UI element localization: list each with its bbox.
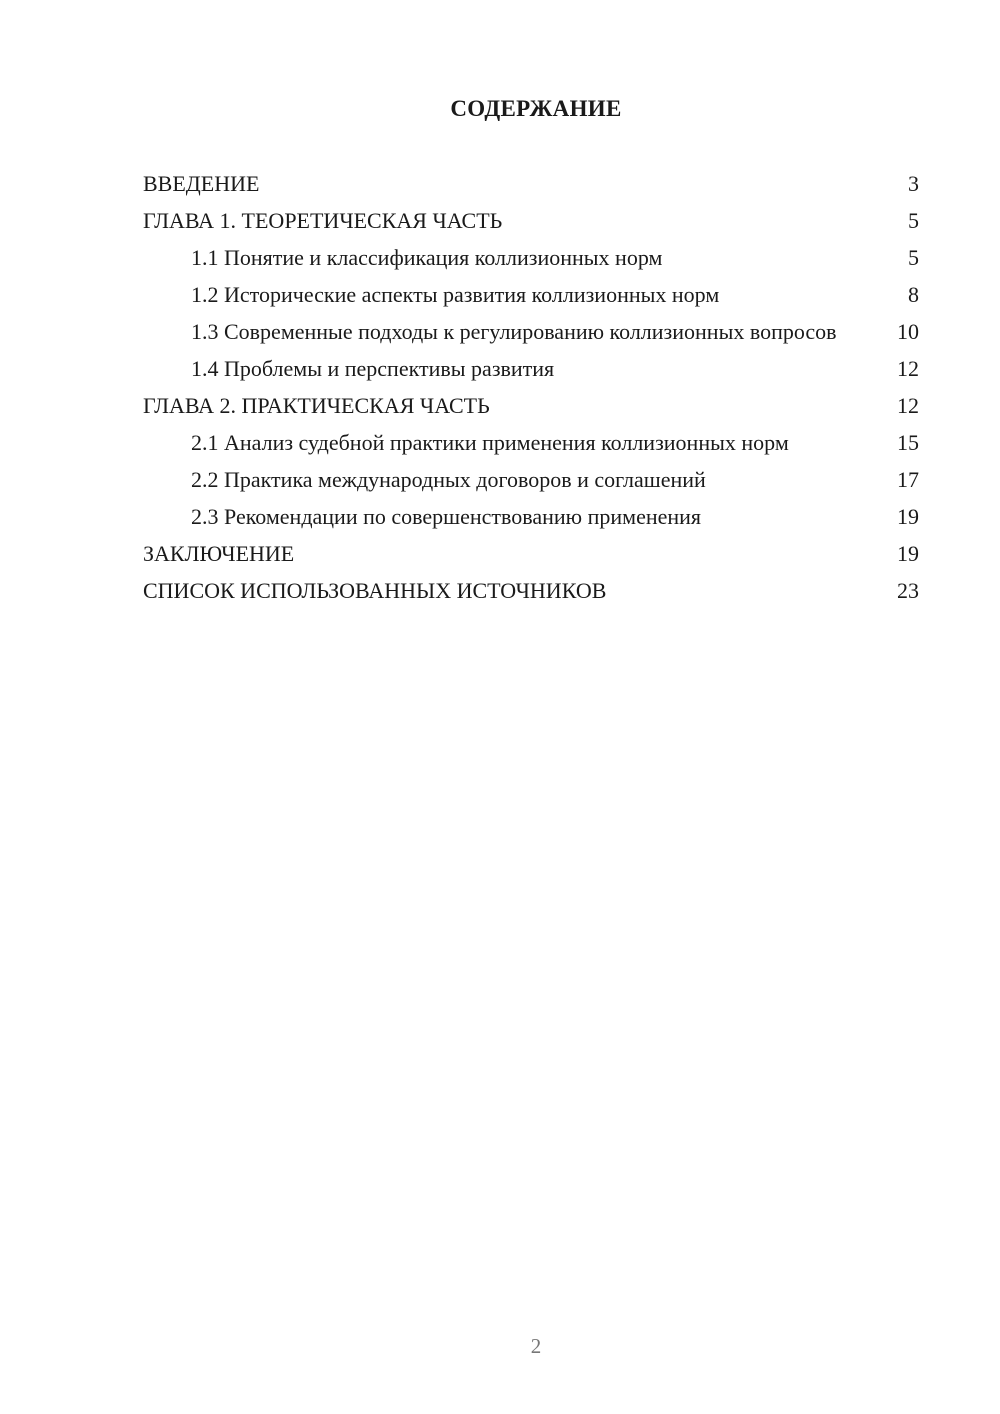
toc-entry-conclusion[interactable]: [143, 540, 919, 567]
toc-entry-label: ГЛАВА 1. ТЕОРЕТИЧЕСКАЯ ЧАСТЬ: [143, 208, 503, 233]
toc-entry-page: 8: [908, 282, 919, 307]
toc-entry-references[interactable]: [143, 577, 919, 604]
toc-entry-label: 2.1 Анализ судебной практики применения коллизионных норм: [191, 430, 789, 455]
toc-entry-page: 19: [897, 504, 919, 529]
toc-entry-chapter-1[interactable]: [143, 207, 919, 234]
toc-entry-label: 2.2 Практика международных договоров и соглашений: [191, 467, 706, 492]
toc-entry-chapter-2[interactable]: [143, 392, 919, 419]
toc-entry-section-2-2[interactable]: [143, 466, 919, 493]
page-title: СОДЕРЖАНИЕ: [450, 96, 622, 121]
toc-entry-page: 10: [897, 319, 919, 344]
toc-entry-page: 15: [897, 430, 919, 455]
toc-entry-label: ГЛАВА 2. ПРАКТИЧЕСКАЯ ЧАСТЬ: [143, 393, 490, 418]
toc-entry-section-2-3[interactable]: [143, 503, 919, 530]
toc-entry-section-1-4[interactable]: [143, 355, 919, 382]
toc-entry-label: 2.3 Рекомендации по совершенствованию применения: [191, 504, 702, 529]
toc-entry-page: 12: [897, 393, 919, 418]
toc-entry-label: 1.1 Понятие и классификация коллизионных норм: [191, 245, 663, 270]
toc-entry-label: ЗАКЛЮЧЕНИЕ: [143, 541, 295, 566]
toc-entry-page: 17: [897, 467, 919, 492]
toc-entry-section-2-1[interactable]: [143, 429, 919, 456]
toc-entry-page: 5: [908, 208, 919, 233]
toc-entry-label: 1.2 Исторические аспекты развития коллизионных норм: [191, 282, 720, 307]
table-of-contents: [143, 170, 919, 614]
toc-entry-section-1-2[interactable]: [143, 281, 919, 308]
toc-entry-page: 19: [897, 541, 919, 566]
toc-entry-section-1-1[interactable]: [143, 244, 919, 271]
page-number: 2: [530, 1334, 542, 1358]
toc-entry-page: 5: [908, 245, 919, 270]
toc-entry-label: 1.3 Современные подходы к регулированию коллизионных вопросов: [191, 319, 837, 344]
toc-entry-section-1-3[interactable]: [143, 318, 919, 345]
toc-entry-page: 23: [897, 578, 919, 603]
toc-entry-label: ВВЕДЕНИЕ: [143, 171, 260, 196]
toc-entry-label: СПИСОК ИСПОЛЬЗОВАННЫХ ИСТОЧНИКОВ: [143, 578, 607, 603]
toc-entry-label: 1.4 Проблемы и перспективы развития: [191, 356, 555, 381]
toc-entry-page: 12: [897, 356, 919, 381]
toc-entry-page: 3: [908, 171, 919, 196]
toc-entry-introduction[interactable]: [143, 170, 919, 197]
